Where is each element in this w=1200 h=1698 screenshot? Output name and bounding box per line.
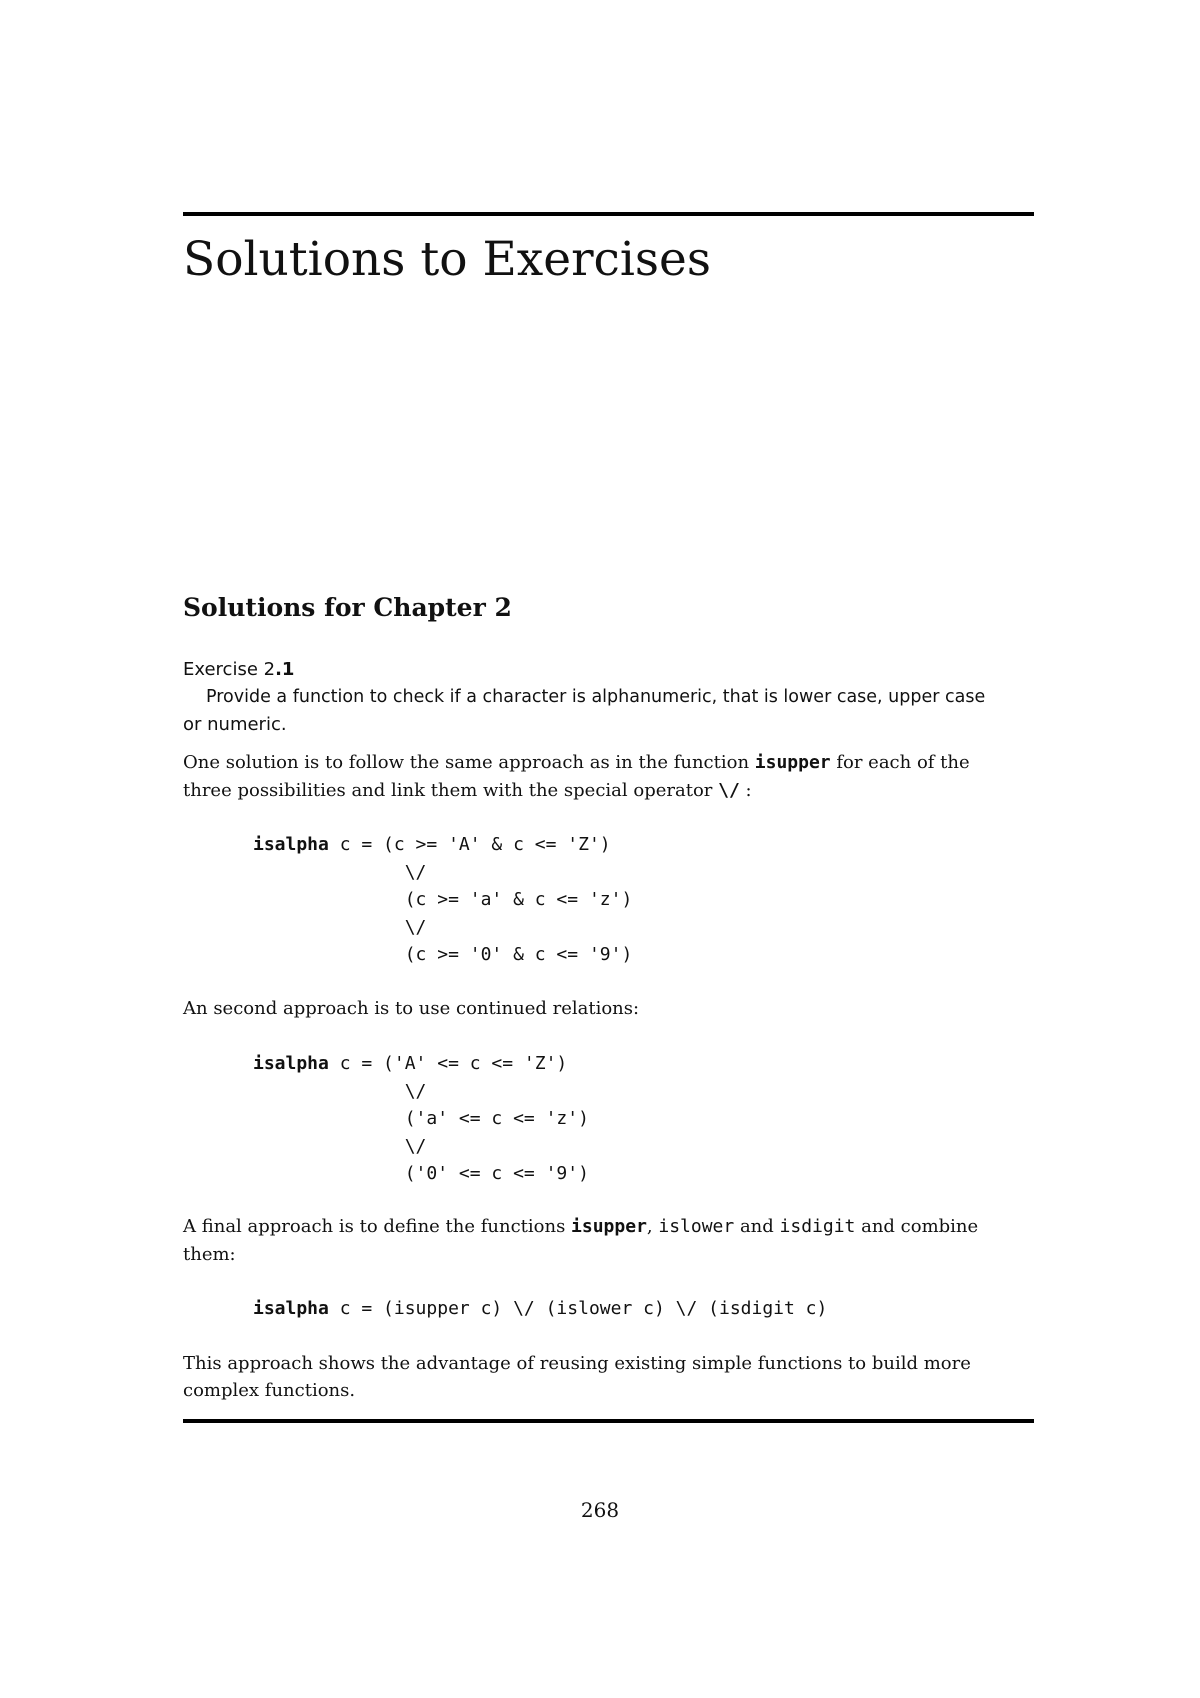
bottom-rule	[183, 1419, 1034, 1423]
paragraph-3-sep-1: ,	[646, 1216, 659, 1237]
code-block-3	[253, 1295, 827, 1323]
code-block-1	[253, 831, 632, 969]
paragraph-3-text-end: and combine	[855, 1216, 979, 1237]
code-1-function-name: isalpha	[253, 834, 329, 855]
paragraph-3-line-2: them:	[183, 1244, 236, 1265]
exercise-heading	[183, 656, 294, 683]
exercise-question-line-1: Provide a function to check if a character is alphanumeric, that is lower case, upper case	[206, 687, 986, 707]
code-1-line-1	[253, 831, 632, 859]
code-2-line-2: \/	[253, 1080, 427, 1102]
code-block-2	[253, 1050, 589, 1188]
code-1-line-1-rest: c = (c >= 'A' & c <= 'Z')	[328, 834, 611, 855]
exercise-question-line-2: or numeric.	[183, 714, 287, 735]
code-1-line-3: (c >= 'a' & c <= 'z')	[253, 889, 633, 910]
top-rule	[183, 212, 1034, 216]
inline-code-or-operator: \/	[718, 780, 740, 801]
paragraph-1-line-2	[183, 777, 752, 804]
code-2-line-1-rest: c = ('A' <= c <= 'Z')	[328, 1053, 568, 1074]
code-1-line-5: (c >= '0' & c <= '9')	[253, 944, 633, 965]
paragraph-2: An second approach is to use continued relations:	[183, 998, 640, 1019]
page-number: 268	[580, 1498, 620, 1522]
chapter-title: Solutions to Exercises	[183, 232, 711, 287]
code-2-line-1	[253, 1050, 589, 1078]
inline-code-isupper: isupper	[754, 752, 831, 773]
paragraph-3-text: A final approach is to define the functions	[183, 1216, 572, 1237]
code-2-line-5: ('0' <= c <= '9')	[253, 1163, 589, 1184]
paragraph-1-line-2-text: three possibilities and link them with the special operator	[183, 780, 719, 801]
code-1-line-2: \/	[253, 861, 427, 883]
paragraph-1-text-end: for each of the	[830, 752, 970, 773]
paragraph-4-line-1: This approach shows the advantage of reusing existing simple functions to build more	[183, 1353, 971, 1374]
code-2-line-4: \/	[253, 1135, 427, 1157]
code-3-line-1-rest: c = (isupper c) \/ (islower c) \/ (isdigit c)	[328, 1298, 828, 1319]
section-title: Solutions for Chapter 2	[183, 593, 512, 622]
paragraph-3-line-1	[183, 1213, 978, 1240]
inline-code-isupper: isupper	[571, 1216, 647, 1237]
paragraph-1-line-2-end: :	[739, 780, 752, 801]
code-3-function-name: isalpha	[253, 1298, 329, 1319]
inline-code-islower: islower	[658, 1216, 735, 1237]
exercise-label: Exercise 2	[183, 659, 276, 680]
exercise-number: .1	[275, 659, 295, 680]
paragraph-1-text: One solution is to follow the same approach as in the function	[183, 752, 755, 773]
inline-code-isdigit: isdigit	[779, 1216, 856, 1237]
code-2-line-3: ('a' <= c <= 'z')	[253, 1108, 589, 1129]
paragraph-3-sep-2: and	[734, 1216, 780, 1237]
paragraph-1-line-1	[183, 749, 970, 776]
code-2-function-name: isalpha	[253, 1053, 329, 1074]
code-3-line-1	[253, 1295, 827, 1323]
code-1-line-4: \/	[253, 916, 427, 938]
paragraph-4-line-2: complex functions.	[183, 1380, 356, 1401]
